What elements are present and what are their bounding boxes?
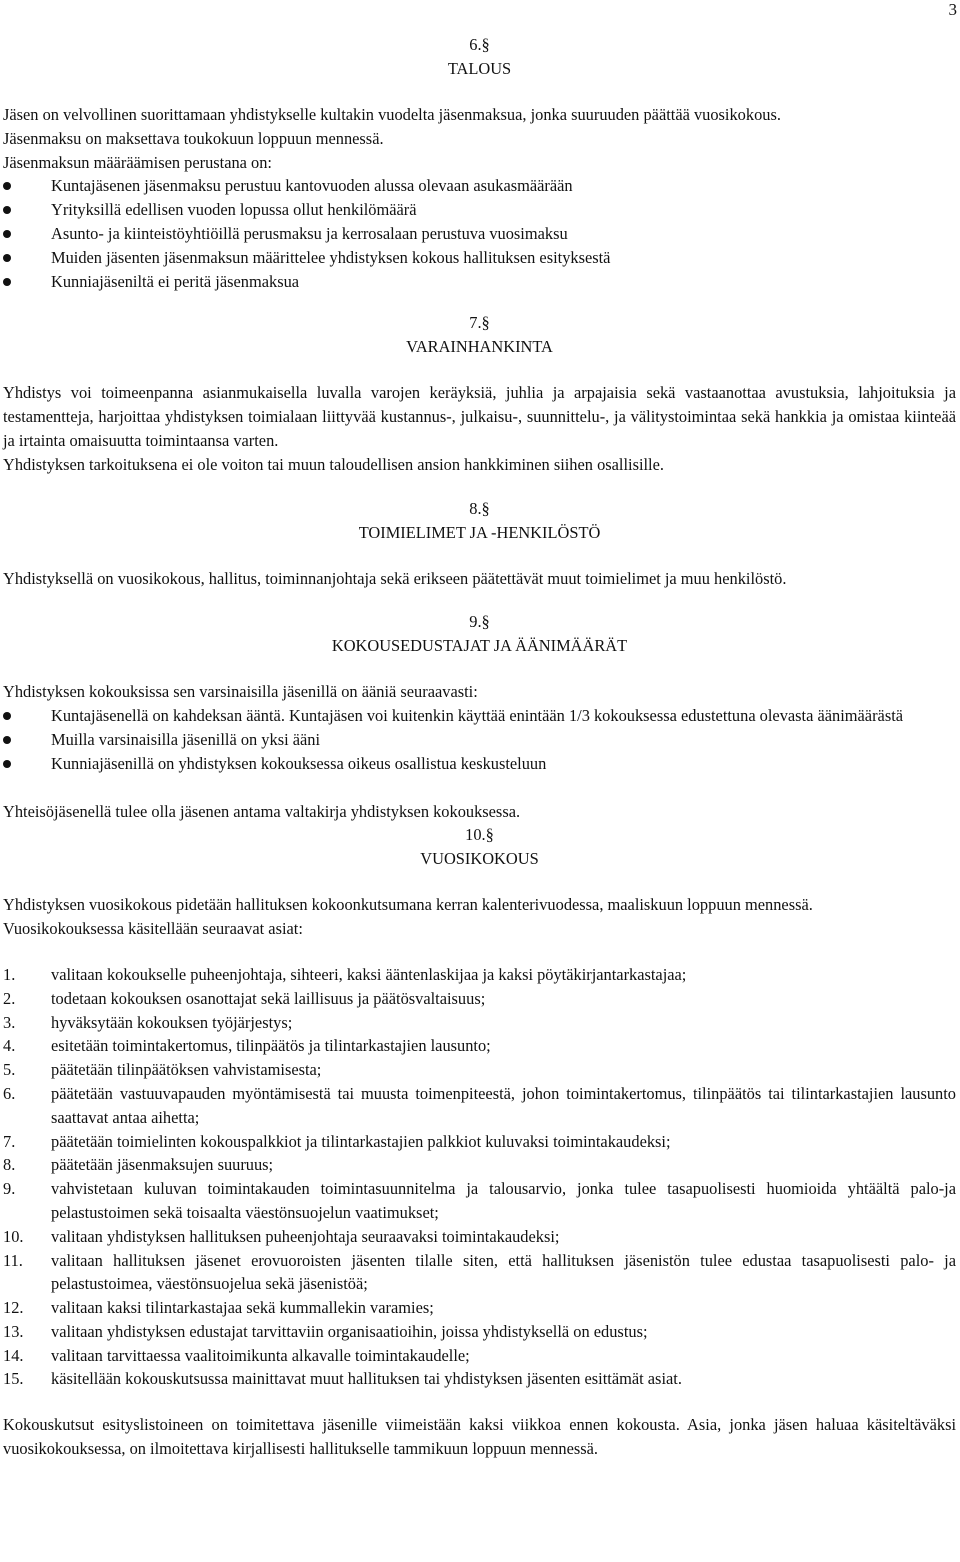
list-item: 3. hyväksytään kokouksen työjärjestys; xyxy=(3,1012,293,1032)
section-number: 10.§ xyxy=(465,825,494,845)
bullet-icon xyxy=(3,712,11,720)
agenda-list xyxy=(3,963,956,1391)
bullet-list xyxy=(3,704,956,728)
paragraph: Kokouskutsut esityslistoineen on toimitettava jäsenille viimeistään kaksi viikkoa ennen kokousta. Asia, jonka jäsen haluaa käsiteltäväksi vuosikokouksessa, on ilmoitettava kirjallisesti hallitukselle tammikuun loppuun mennessä. xyxy=(3,1415,956,1459)
list-item: Kuntajäsenen jäsenmaksu perustuu kantovuoden alussa olevaan asukasmäärään xyxy=(3,174,956,198)
list-item: 11. valitaan hallituksen jäsenet erovuoroisten jäsenten tilalle siten, että hallituksen jäsenistön tulee edustaa tasapuolisesti palo- ja pelastustoimea, väestönsuojelua sekä jäsenistöä; xyxy=(3,1250,956,1294)
section-title: TALOUS xyxy=(447,59,512,78)
list-item: 12. valitaan kaksi tilintarkastajaa sekä kummallekin varamies; xyxy=(3,1298,434,1318)
list-item: 13. valitaan yhdistyksen edustajat tarvittaviin organisaatioihin, joissa yhdistyksellä on edustus; xyxy=(3,1321,648,1341)
paragraph: Vuosikokouksessa käsitellään seuraavat asiat: xyxy=(3,919,303,939)
section-number: 7.§ xyxy=(469,313,490,333)
paragraph: Yhdistyksen tarkoituksena ei ole voiton tai muun taloudellisen ansion hankkiminen siihen osallisille. xyxy=(3,454,664,474)
section-10-heading xyxy=(3,823,956,871)
page-number: 3 xyxy=(948,0,957,19)
section-number: 9.§ xyxy=(469,612,490,632)
list-item: Asunto- ja kiinteistöyhtiöillä perusmaksu ja kerrosalaan perustuva vuosimaksu xyxy=(3,222,956,246)
list-item: Kuntajäsenellä on kahdeksan ääntä. Kuntajäsen voi kuitenkin käyttää enintään 1/3 kokouksessa edustettuna olevasta äänimäärästä xyxy=(3,704,956,728)
paragraph: Jäsenmaksun määräämisen perustana on: xyxy=(3,152,272,172)
list-item: Muiden jäsenten jäsenmaksun määrittelee yhdistyksen kokous hallituksen esityksestä xyxy=(3,246,956,270)
bullet-icon xyxy=(3,736,11,744)
paragraph: Yhdistyksellä on vuosikokous, hallitus, toiminnanjohtaja sekä erikseen päätettävät muut toimielimet ja muu henkilöstö. xyxy=(3,568,787,588)
list-item: 5. päätetään tilinpäätöksen vahvistamisesta; xyxy=(3,1060,322,1080)
section-7-heading xyxy=(3,311,956,359)
bullet-icon xyxy=(3,254,11,262)
section-number: 8.§ xyxy=(469,498,490,518)
section-number: 6.§ xyxy=(469,35,490,54)
section-9-heading xyxy=(3,610,956,658)
section-title: VUOSIKOKOUS xyxy=(420,849,539,869)
paragraph: Yhteisöjäsenellä tulee olla jäsenen antama valtakirja yhdistyksen kokouksessa. xyxy=(3,801,521,821)
section-6-heading xyxy=(3,33,956,81)
bullet-list xyxy=(3,728,956,776)
list-item: 1. valitaan kokoukselle puheenjohtaja, sihteeri, kaksi ääntenlaskijaa ja kaksi pöytäkirjantarkastajaa; xyxy=(3,964,687,984)
list-item: 2. todetaan kokouksen osanottajat sekä laillisuus ja päätösvaltaisuus; xyxy=(3,988,486,1008)
bullet-icon xyxy=(3,278,11,286)
list-item: 7. päätetään toimielinten kokouspalkkiot ja tilintarkastajien palkkiot kuluvaksi toimintakaudeksi; xyxy=(3,1131,671,1151)
paragraph: Jäsen on velvollinen suorittamaan yhdistykselle kultakin vuodelta jäsenmaksua, jonka suuruuden päättää vuosikokous. xyxy=(3,105,781,124)
bullet-icon xyxy=(3,230,11,238)
paragraph: Yhdistyksen vuosikokous pidetään hallituksen kokoonkutsumana kerran kalenterivuodessa, maaliskuun loppuun mennessä. xyxy=(3,895,813,915)
list-item: 9. vahvistetaan kuluvan toimintakauden toimintasuunnitelma ja talousarvio, jonka tulee tasapuolisesti huomioida yhtäältä palo-ja pelastustoimen sekä toisaalta väestönsuojelun vaatimukset; xyxy=(3,1179,956,1222)
list-item: 8. päätetään jäsenmaksujen suuruus; xyxy=(3,1155,274,1175)
list-item: 4. esitetään toimintakertomus, tilinpäätös ja tilintarkastajien lausunto; xyxy=(3,1036,491,1056)
list-item: 14. valitaan tarvittaessa vaalitoimikunta alkavalle toimintakaudelle; xyxy=(3,1345,470,1365)
list-item: 15. käsitellään kokouskutsussa mainittavat muut hallituksen tai yhdistyksen jäsenten esittämät asiat. xyxy=(3,1369,682,1389)
list-item: Kunniajäseniltä ei peritä jäsenmaksua xyxy=(3,270,956,294)
list-item: 10. valitaan yhdistyksen hallituksen puheenjohtaja seuraavaksi toimintakaudeksi; xyxy=(3,1226,560,1246)
bullet-icon xyxy=(3,760,11,768)
bullet-icon xyxy=(3,206,11,214)
section-title: KOKOUSEDUSTAJAT JA ÄÄNIMÄÄRÄT xyxy=(331,636,628,656)
list-item: 6. päätetään vastuuvapauden myöntämisestä tai muusta toimenpiteestä, johon toimintakertomus, tilinpäätös tai tilintarkastajien lausunto saattavat antaa aihetta; xyxy=(3,1083,956,1127)
bullet-icon xyxy=(3,182,11,190)
list-item: Muilla varsinaisilla jäsenillä on yksi ääni xyxy=(3,728,956,752)
paragraph: Yhdistyksen kokouksissa sen varsinaisilla jäsenillä on ääniä seuraavasti: xyxy=(3,682,478,702)
section-title: TOIMIELIMET JA -HENKILÖSTÖ xyxy=(358,522,601,542)
bullet-list xyxy=(3,174,956,293)
section-title: VARAINHANKINTA xyxy=(406,337,553,357)
section-8-heading xyxy=(3,497,956,545)
paragraph: Yhdistys voi toimeenpanna asianmukaisella luvalla varojen keräyksiä, juhlia ja arpajaisia sekä vastaanottaa avustuksia, lahjoituksia ja testamentteja, harjoittaa yhdistyksen toimialaan liittyvää kustannus-, julkaisu-, suunnittelu-, ja välitystoimintaa sekä hankkia ja omistaa kiinteää ja irtainta omaisuutta toimintaansa varten. xyxy=(3,383,956,450)
list-item: Yrityksillä edellisen vuoden lopussa ollut henkilömäärä xyxy=(3,198,956,222)
list-item: Kunniajäsenillä on yhdistyksen kokouksessa oikeus osallistua keskusteluun xyxy=(3,752,956,776)
paragraph: Jäsenmaksu on maksettava toukokuun loppuun mennessä. xyxy=(3,128,384,148)
document-body xyxy=(3,33,956,1461)
